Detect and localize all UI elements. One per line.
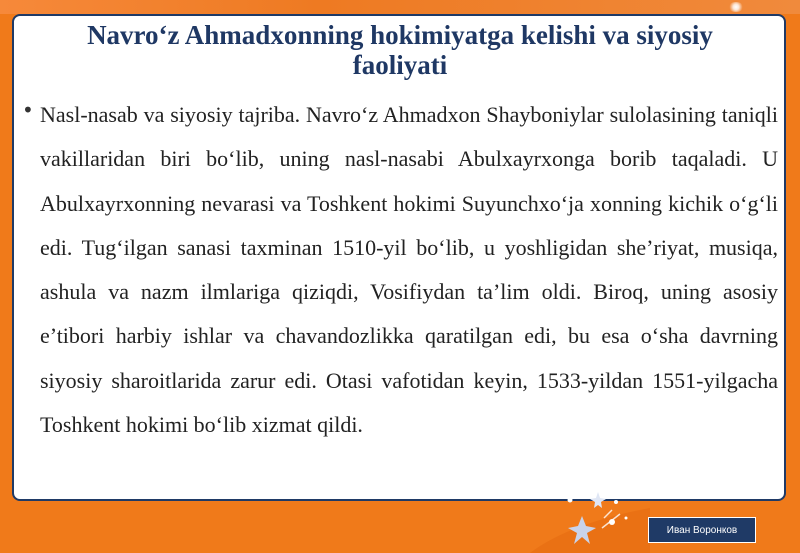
bullet-point-icon: • (22, 98, 34, 122)
star-sparkle-icon (530, 488, 650, 553)
slide-body-text: Nasl-nasab va siyosiy tajriba. Navro‘z Ahmadxon Shayboniylar sulolasining taniqli vakillaridan biri bo‘lib, uning nasl-nasabi Abulxayrxonga borib taqaladi. U Abulxayrxonning nevarasi va Toshkent hokimi Suyunchxo‘ja xonning kichik o‘g‘li edi. Tug‘ilgan sanasi taxminan 1510-yil bo‘lib, u yoshligidan she’riyat, musiqa, ashula va nazm ilmlariga qiziqdi, Vosifiydan ta’lim oldi. Biroq, uning asosiy e’tibori harbiy ishlar va chavandozlikka qaratilgan edi, bu esa o‘sha davrning siyosiy sharoitlarida zarur edi. Otasi vafotidan keyin, 1533-yildan 1551-yilgacha Toshkent hokimi bo‘lib xizmat qildi. (40, 102, 778, 438)
slide-title: Navro‘z Ahmadxonning hokimiyatga kelishi va siyosiy faoliyati (87, 20, 713, 80)
author-badge: Иван Воронков (648, 517, 756, 543)
sparkle-decoration (728, 2, 744, 12)
top-orange-strip (0, 0, 800, 14)
